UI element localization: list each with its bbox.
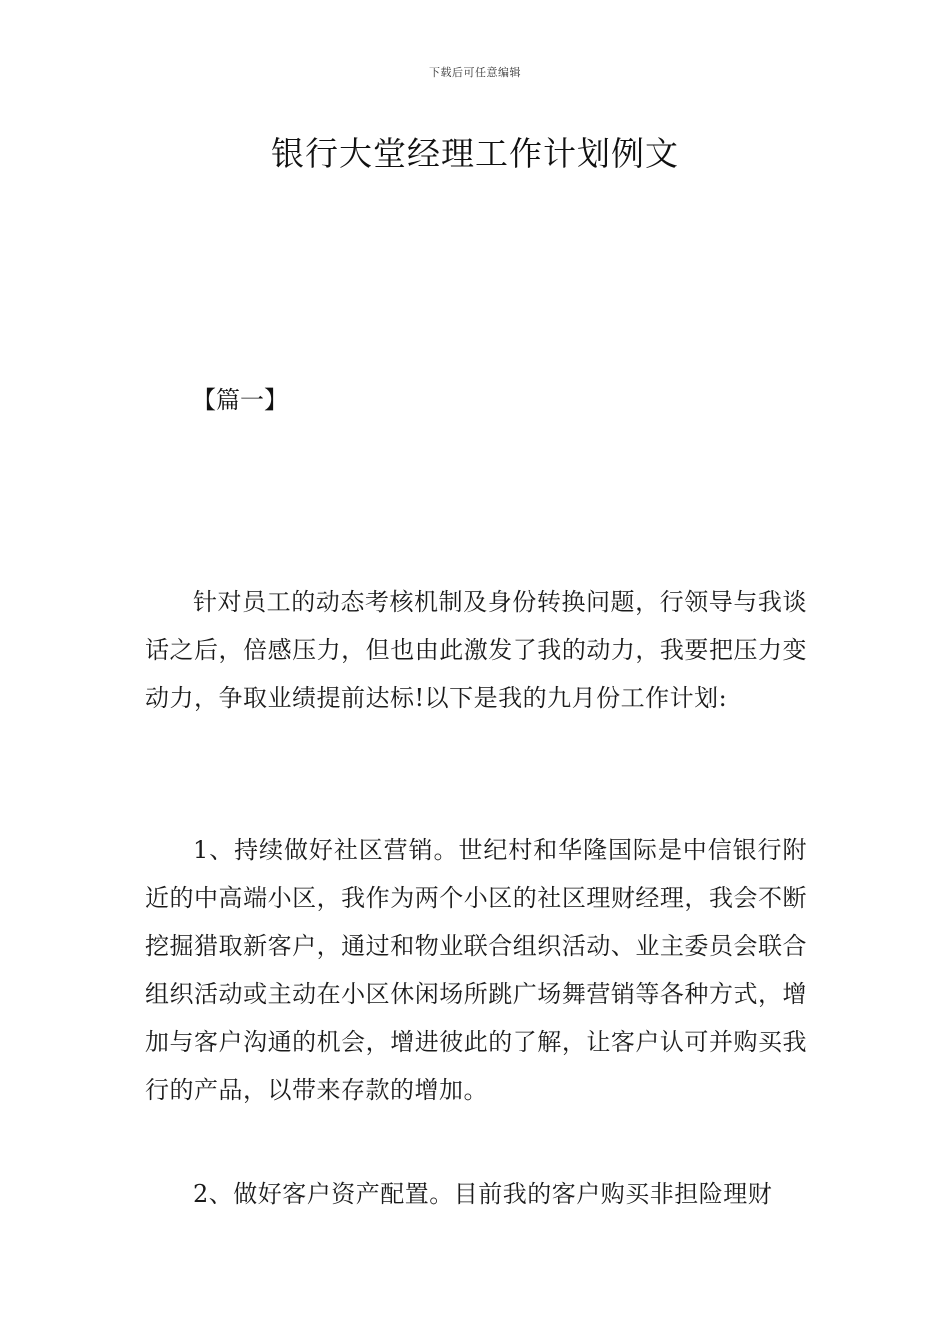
body-paragraph-item-2	[145, 1170, 807, 1218]
body-paragraph-item-1	[145, 826, 807, 1114]
document-title: 银行大堂经理工作计划例文	[271, 134, 679, 173]
paragraph-text: 针对员工的动态考核机制及身份转换问题，行领导与我谈话之后，倍感压力，但也由此激发了我的动力，我要把压力变动力，争取业绩提前达标!以下是我的九月份工作计划:	[145, 588, 807, 712]
section-label: 【篇一】	[192, 386, 288, 414]
paragraph-text: 1、持续做好社区营销。世纪村和华隆国际是中信银行附近的中高端小区，我作为两个小区的社区理财经理，我会不断挖掘猎取新客户，通过和物业联合组织活动、业主委员会联合组织活动或主动在小区休闲场所跳广场舞营销等各种方式，增加与客户沟通的机会，增进彼此的了解，让客户认可并购买我行的产品，以带来存款的增加。	[145, 836, 807, 1104]
paragraph-text: 2、做好客户资产配置。目前我的客户购买非担险理财	[193, 1180, 773, 1208]
body-paragraph-intro	[145, 578, 807, 722]
header-note: 下载后可任意编辑	[429, 66, 521, 79]
